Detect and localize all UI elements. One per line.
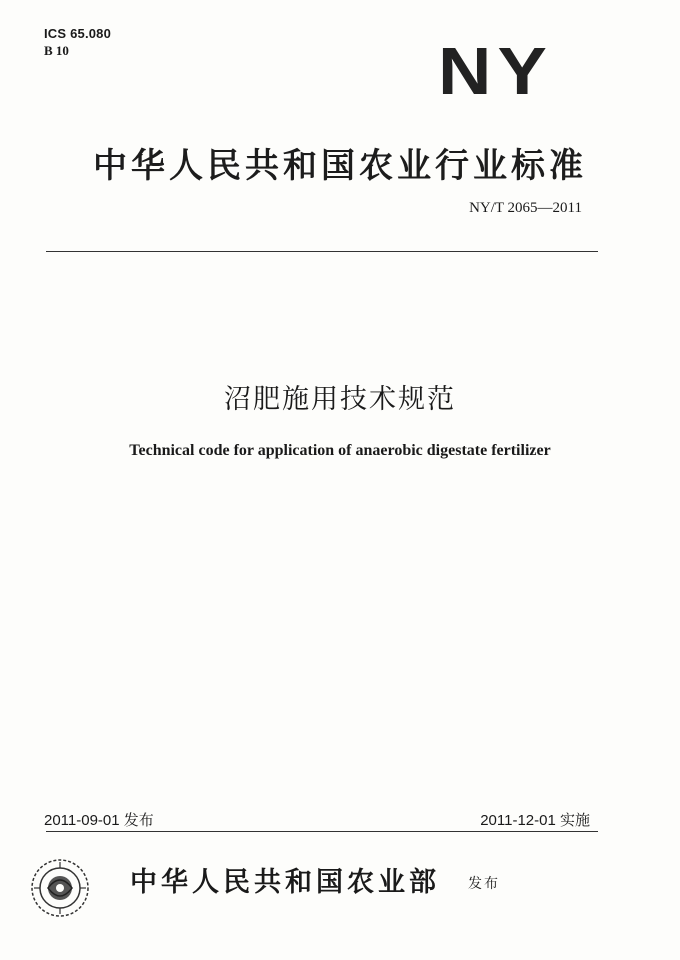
title-chinese: 沼肥施用技术规范 [224,384,456,415]
publish-label: 发布 [468,876,500,892]
ccs-code: B 10 [44,43,69,58]
standard-number: NY/T 2065—2011 [469,200,582,216]
title-english: Technical code for application of anaerobic digestate fertilizer [129,442,551,459]
ny-logo: NY [438,33,553,109]
ics-code: ICS 65.080 [44,26,112,41]
issuing-organization: 中华人民共和国农业部 [130,867,440,898]
implementation-date: 2011-12-01 实施 [480,812,590,829]
bottom-divider [46,831,598,832]
issue-date: 2011-09-01 发布 [44,812,154,829]
ministry-emblem-icon [30,858,90,918]
top-divider [46,251,598,252]
standard-classification: 中华人民共和国农业行业标准 [93,146,587,186]
